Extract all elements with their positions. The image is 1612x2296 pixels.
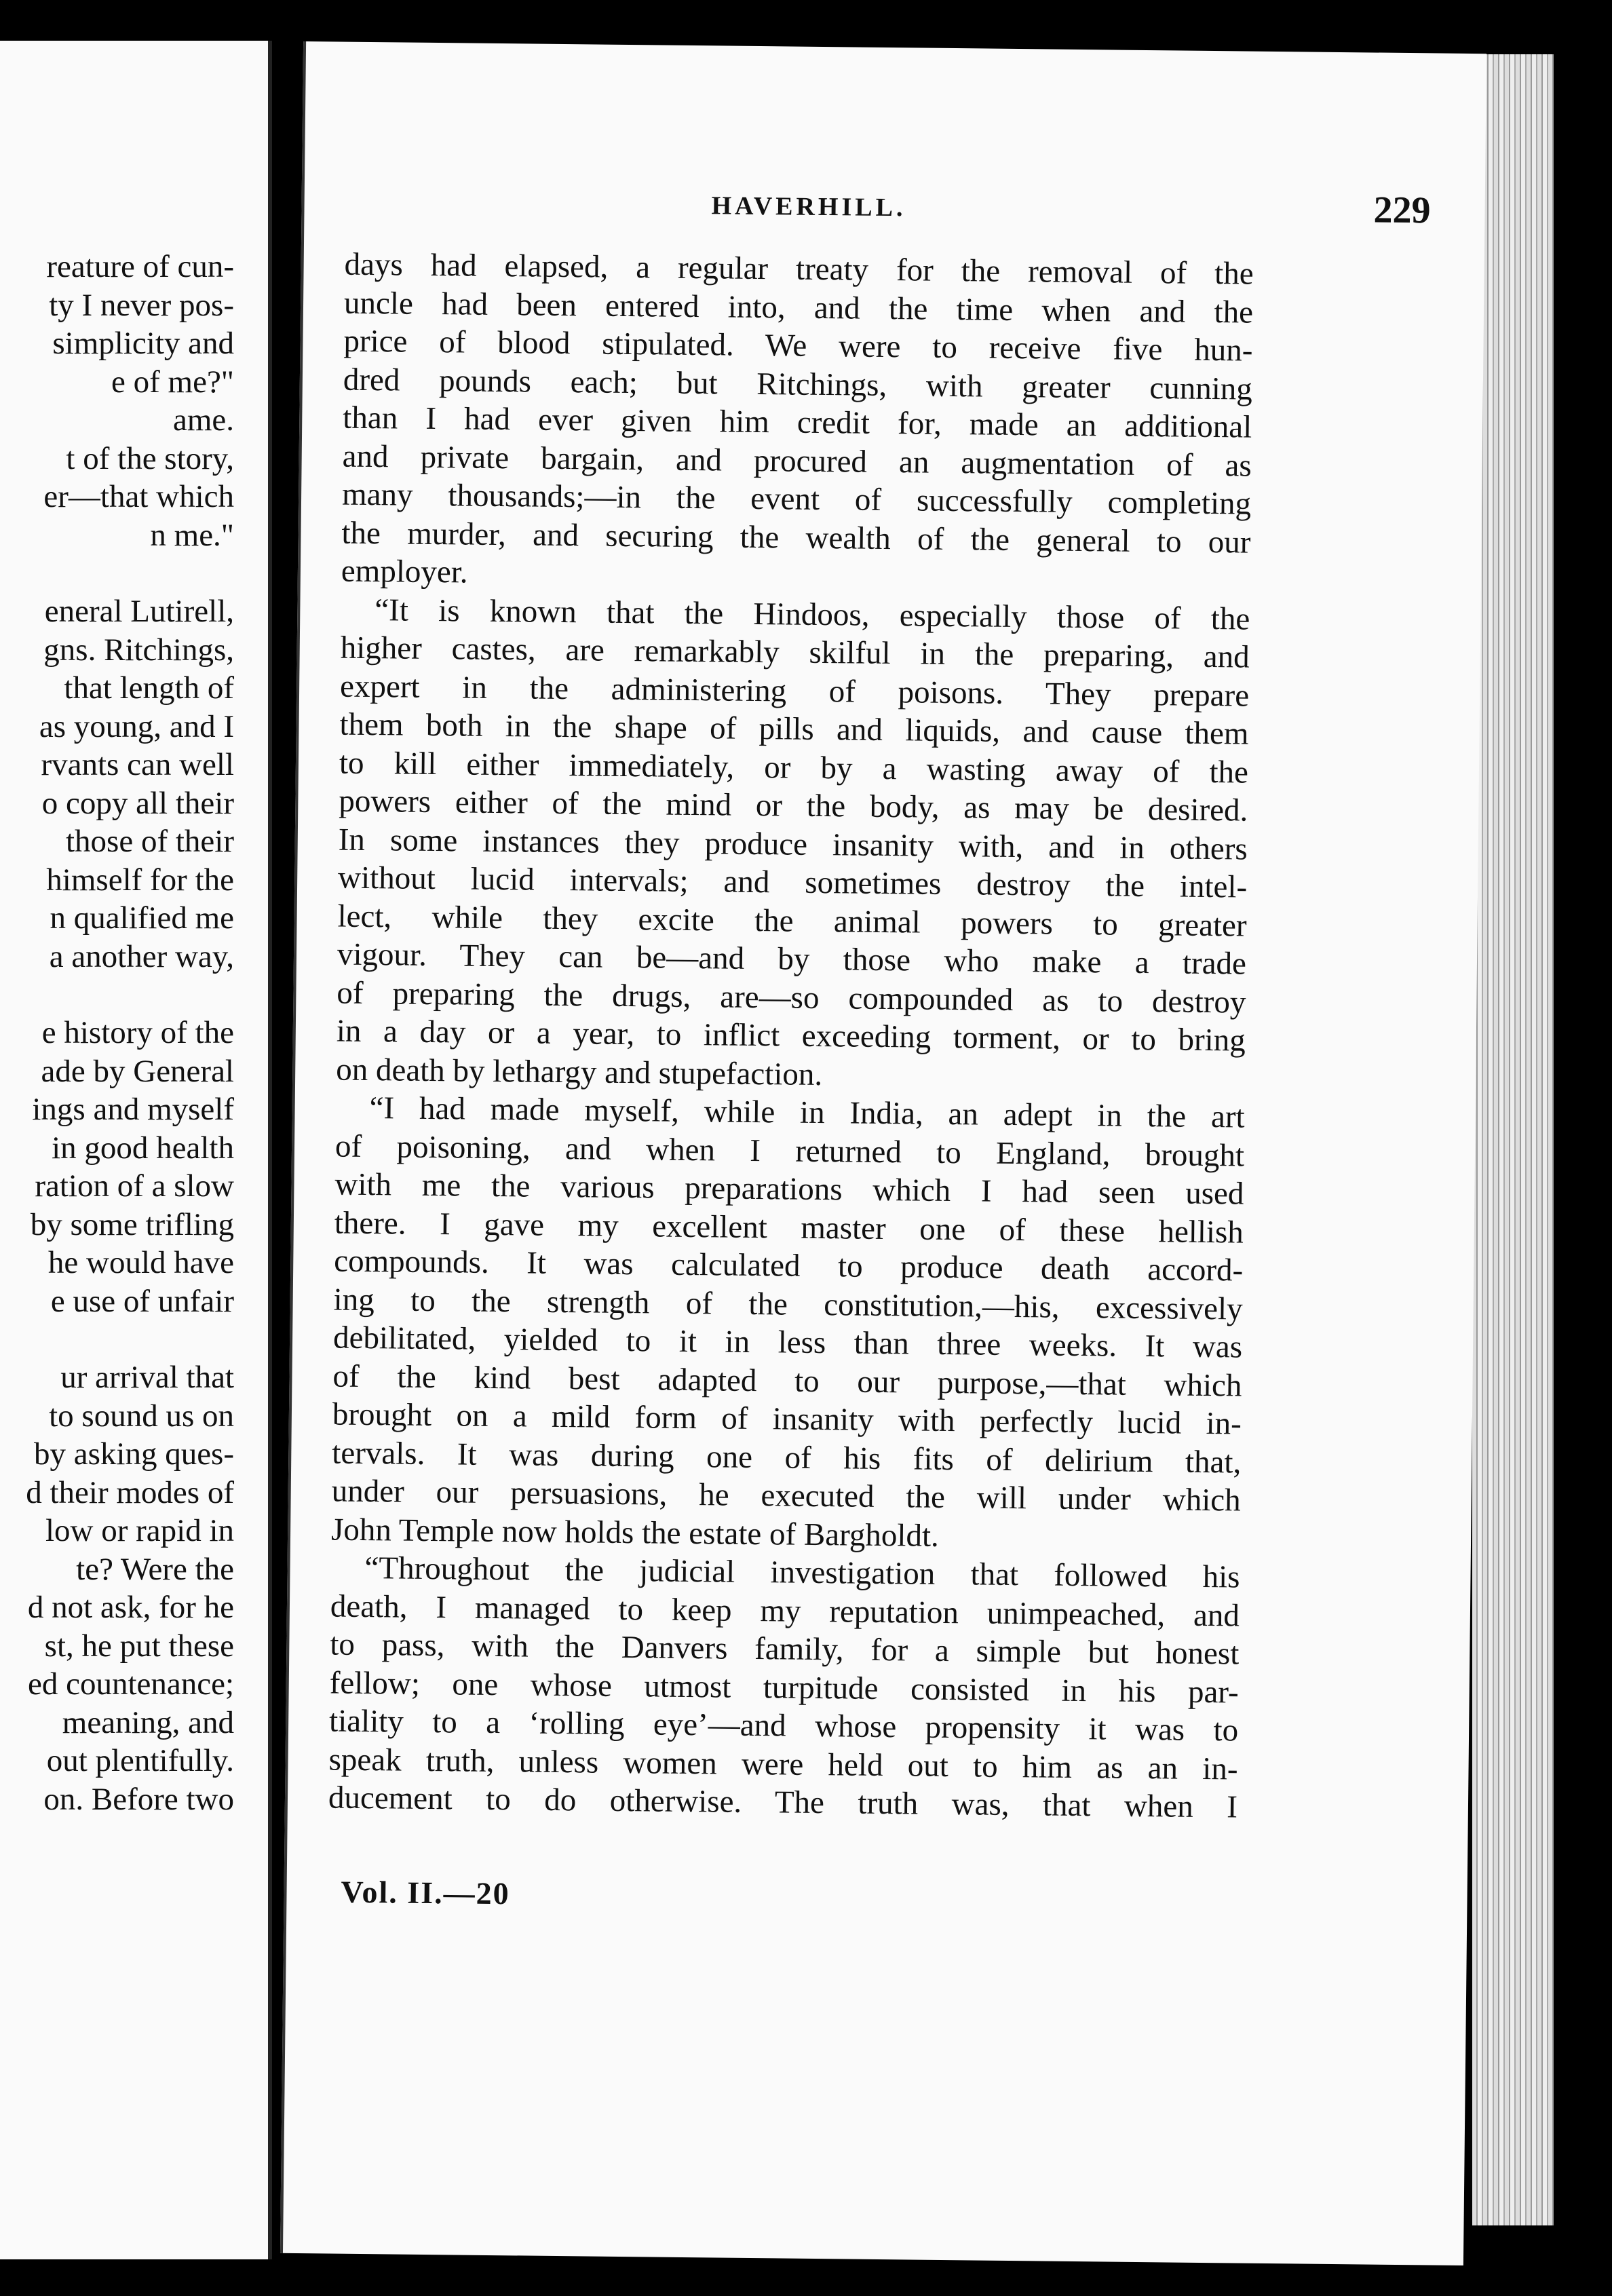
text-line: in a day or a year, to inflict exceeding torment, or to bring [336,1013,1246,1058]
left-page-text [0,248,234,1818]
left-page-line: he would have [47,1245,234,1280]
text-line: employer. [341,553,468,590]
text-line: of poisoning, and when I returned to England, brought [334,1128,1245,1174]
left-page-line: ed countenance; [27,1666,234,1702]
text-line: death, I managed to keep my reputation unimpeached, and [330,1588,1240,1634]
left-page-line: as young, and I [39,708,234,744]
left-page-line: by asking ques- [33,1436,234,1472]
left-page-line: by some trifling [30,1206,234,1242]
left-page-line: a another way, [49,938,234,974]
text-line: expert in the administering of poisons. They prepare [339,668,1250,714]
text-line: fellow; one whose utmost turpitude consisted in his par- [329,1664,1239,1710]
page-number: 229 [1373,189,1431,232]
text-line: with me the various preparations which I had seen used [334,1166,1244,1212]
running-head [304,177,1485,244]
left-page-line: ame. [172,402,234,438]
text-line: “Throughout the judicial investigation that followed his [364,1550,1240,1595]
left-page [0,41,272,2259]
text-line: speak truth, unless women were held out to him as an in- [328,1741,1238,1787]
left-page-line [0,554,234,592]
text-line: of preparing the drugs, are—so compounded as to destroy [337,975,1246,1020]
left-page-line: out plentifully. [46,1743,234,1778]
text-line: powers either of the mind or the body, as may be desired. [339,783,1248,828]
left-page-line: ur arrival that [60,1360,234,1395]
left-page-line: ade by General [41,1053,234,1089]
left-page-line: n me." [150,517,234,553]
text-line: price of blood stipulated. We were to receive five hun- [343,323,1253,368]
left-page-line: d their modes of [26,1474,234,1510]
text-line: to pass, with the Danvers family, for a simple but honest [330,1626,1240,1672]
text-line: “It is known that the Hindoos, especially those of the [375,592,1250,637]
text-line: them both in the shape of pills and liquids, and cause them [339,706,1249,752]
text-line: tiality to a ‘rolling eye’—and whose propensity it was to [328,1703,1239,1748]
left-page-line: st, he put these [44,1628,234,1664]
left-page-line: gns. Ritchings, [43,632,234,668]
left-page-line: simplicity and [52,326,234,361]
text-line: debilitated, yielded to it in less than three weeks. It was [332,1320,1243,1365]
left-page-line: eneral Lutirell, [44,594,234,629]
text-line: In some instances they produce insanity with, and in others [338,822,1248,867]
left-page-line: those of their [66,824,234,859]
text-line: higher castes, are remarkably skilful in the preparing, and [340,630,1250,675]
text-line: John Temple now holds the estate of Bargholdt. [330,1512,940,1554]
text-line: ing to the strength of the constitution,—his, excessively [333,1282,1243,1327]
left-page-line: ty I never pos- [49,287,234,323]
running-title: HAVERHILL. [711,191,906,223]
left-page-line [0,976,234,1014]
left-page-line: er—that which [43,479,234,514]
left-page-line: that length of [64,670,234,706]
left-page-line: t of the story, [66,440,234,476]
left-page-line: meaning, and [62,1704,234,1740]
left-page-line: in good health [52,1130,234,1166]
text-line: brought on a mild form of insanity with perfectly lucid in- [332,1396,1242,1442]
left-page-line: to sound us on [49,1398,234,1434]
text-line: on death by lethargy and stupefaction. [335,1052,823,1092]
text-line: many thousands;—in the event of successfully completing [341,476,1252,522]
left-page-line: himself for the [46,862,234,898]
text-line: there. I gave my excellent master one of these hellish [334,1205,1244,1250]
left-page-line: n qualified me [50,900,234,936]
left-page-line: d not ask, for he [27,1590,234,1625]
left-page-line: rvants can well [41,747,234,782]
left-page-line: te? Were the [76,1551,234,1587]
right-page [280,41,1486,2265]
signature-mark: Vol. II.—20 [341,1874,510,1911]
body-text [328,246,1254,1826]
text-line: uncle had been entered into, and the time when and the [343,285,1254,330]
text-line: ducement to do otherwise. The truth was, that when I [328,1780,1238,1825]
text-line: “I had made myself, while in India, an adept in the art [369,1090,1245,1135]
text-line: compounds. It was calculated to produce death accord- [334,1243,1244,1288]
left-page-line: e use of unfair [50,1283,234,1319]
left-page-line: reature of cun- [46,249,234,284]
text-line: than I had ever given him credit for, made an additional [343,400,1252,445]
text-line: vigour. They can be—and by those who make a trade [337,936,1247,982]
text-line: without lucid intervals; and sometimes destroy the intel- [337,860,1248,905]
left-page-line: ings and myself [32,1092,234,1127]
left-page-line: o copy all their [41,785,234,821]
text-line: tervals. It was during one of his fits of delirium that, [332,1435,1242,1480]
text-line: of the kind best adapted to our purpose,—that which [332,1358,1242,1404]
text-line: to kill either immediately, or by a wasting away of the [339,745,1249,790]
left-page-line: e history of the [41,1015,234,1050]
text-line: dred pounds each; but Ritchings, with greater cunning [343,362,1253,407]
book-page-edges [1472,54,1554,2225]
left-page-line: ration of a slow [35,1168,234,1204]
left-page-line: on. Before two [43,1781,234,1817]
text-line: under our persuasions, he executed the will under which [331,1473,1241,1518]
text-line: lect, while they excite the animal powers to greater [337,898,1247,944]
text-line: the murder, and securing the wealth of the general to our [341,515,1251,560]
left-page-line: e of me?" [111,364,234,400]
left-page-line [0,1320,234,1358]
text-line: and private bargain, and procured an augmentation of as [342,438,1252,484]
left-page-line: low or rapid in [45,1513,234,1548]
text-line: days had elapsed, a regular treaty for the removal of the [344,246,1254,292]
